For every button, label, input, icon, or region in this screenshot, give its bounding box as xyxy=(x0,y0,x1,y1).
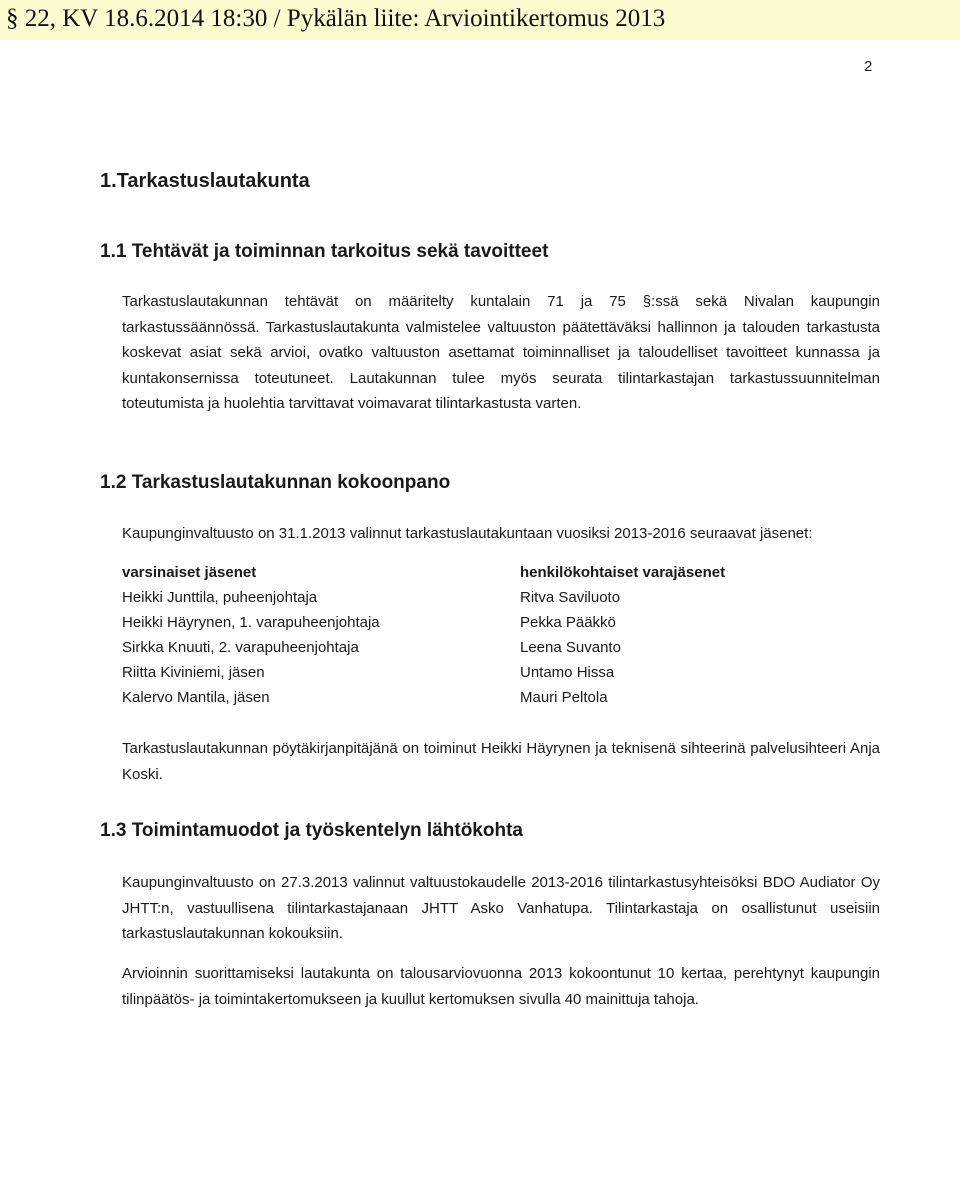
section-1-3-title: 1.3 Toimintamuodot ja työskentelyn lähtökohta xyxy=(100,820,523,841)
deputies-column xyxy=(520,560,725,710)
member-item: Heikki Häyrynen, 1. varapuheenjohtaja xyxy=(122,614,380,631)
members-header: varsinaiset jäsenet xyxy=(122,564,257,581)
deputy-item: Leena Suvanto xyxy=(520,639,621,656)
section-1-2-title: 1.2 Tarkastuslautakunnan kokoonpano xyxy=(100,472,451,493)
deputy-item: Ritva Saviluoto xyxy=(520,589,621,606)
member-item: Kalervo Mantila, jäsen xyxy=(122,689,270,706)
deputy-item: Untamo Hissa xyxy=(520,664,615,681)
secretary-paragraph: Tarkastuslautakunnan pöytäkirjanpitäjänä on toiminut Heikki Häyrynen ja teknisenä sihteerinä palvelusihteeri Anja Koski. xyxy=(122,740,880,783)
member-item: Heikki Junttila, puheenjohtaja xyxy=(122,589,318,606)
section-1-3-paragraph-2: Arvioinnin suorittamiseksi lautakunta on talousarviovuonna 2013 kokoontunut 10 kertaa, perehtynyt kaupungin tilinpäätös- ja toimintakertomukseen ja kuullut kertomuksen sivulla 40 mainittuja tahoja. xyxy=(122,965,880,1008)
section-1-3-paragraph-1: Kaupunginvaltuusto on 27.3.2013 valinnut valtuustokaudelle 2013-2016 tilintarkastusyhteisöksi BDO Audiator Oy JHTT:n, vastuullisena tilintarkastajanaan JHTT Asko Vanhatupa. Tilintarkastaja on osallistunut useisiin tarkastuslautakunnan kokouksiin. xyxy=(122,874,880,942)
deputies-header: henkilökohtaiset varajäsenet xyxy=(520,564,726,581)
member-item: Riitta Kiviniemi, jäsen xyxy=(122,664,265,681)
members-column xyxy=(122,560,380,710)
deputy-item: Mauri Peltola xyxy=(520,689,608,706)
section-1-1-title: 1.1 Tehtävät ja toiminnan tarkoitus sekä tavoitteet xyxy=(100,241,549,262)
section-1-1-paragraph: Tarkastuslautakunnan tehtävät on määritelty kuntalain 71 ja 75 §:ssä sekä Nivalan kaupungin tarkastussäännössä. Tarkastuslautakunta valmistelee valtuuston päätettäväksi hallinnon ja talouden tarkastusta koskevat asiat sekä arvioi, ovatko valtuuston asettamat toiminnalliset ja taloudelliset tavoitteet kunnassa ja kuntakonsernissa toteutuneet. Lautakunnan tulee myös seurata tilintarkastajan tarkastussuunnitelman toteutumista ja huolehtia tarvittavat voimavarat tilintarkastusta varten. xyxy=(122,293,880,412)
document-header: § 22, KV 18.6.2014 18:30 / Pykälän liite: Arviointikertomus 2013 xyxy=(6,5,666,32)
section-1-title: 1.Tarkastuslautakunta xyxy=(100,170,310,192)
section-1-2-intro: Kaupunginvaltuusto on 31.1.2013 valinnut tarkastuslautakuntaan vuosiksi 2013-2016 seuraavat jäsenet: xyxy=(122,525,813,542)
deputy-item: Pekka Pääkkö xyxy=(520,614,616,631)
page-number: 2 xyxy=(864,58,873,75)
member-item: Sirkka Knuuti, 2. varapuheenjohtaja xyxy=(122,639,359,656)
